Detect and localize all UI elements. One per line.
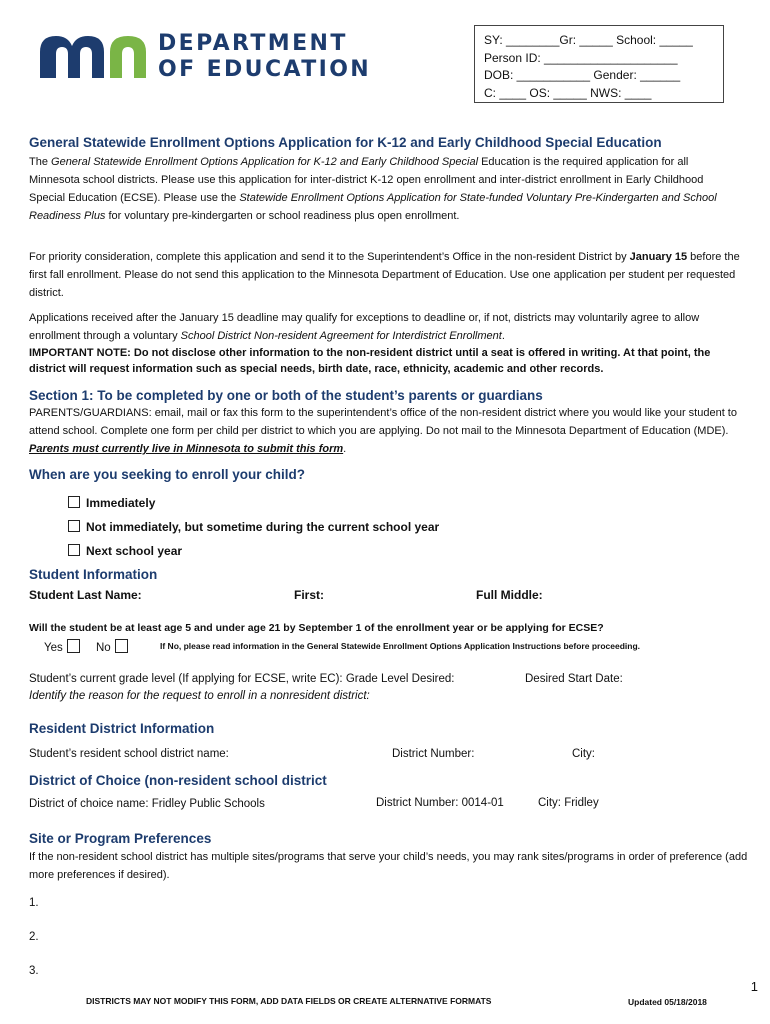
no-checkbox[interactable] — [115, 639, 128, 653]
intro-paragraph-2 — [29, 248, 741, 302]
middle-name-label: Full Middle: — [476, 588, 543, 602]
checkbox[interactable] — [68, 520, 80, 532]
office-line: SY: ________Gr: _____ School: _____ — [484, 33, 693, 47]
option-label: Immediately — [86, 496, 156, 510]
option-current-year[interactable] — [68, 520, 439, 534]
option-label: Next school year — [86, 544, 183, 558]
office-use-box — [474, 25, 724, 103]
text: The — [29, 156, 52, 168]
footer-updated: Updated 05/18/2018 — [628, 997, 707, 1007]
site-prefs-heading: Site or Program Preferences — [29, 831, 212, 846]
checkbox[interactable] — [68, 496, 80, 508]
yes-checkbox[interactable] — [67, 639, 80, 653]
no-option[interactable] — [96, 639, 128, 654]
logo-line-1: DEPARTMENT — [158, 31, 348, 56]
emphasis-text: Parents must currently live in Minnesota to submit this form — [29, 443, 344, 455]
logo-line-2: OF EDUCATION — [158, 57, 372, 82]
mn-logo — [38, 30, 158, 85]
footer-disclaimer: DISTRICTS MAY NOT MODIFY THIS FORM, ADD DATA FIELDS OR CREATE ALTERNATIVE FORMATS — [86, 996, 492, 1006]
office-line: DOB: ___________ Gender: ______ — [484, 68, 681, 82]
student-info-heading: Student Information — [29, 567, 158, 582]
preference-2: 2. — [29, 931, 39, 943]
choice-district-number: District Number: 0014-01 — [376, 797, 504, 809]
start-date-label: Desired Start Date: — [525, 673, 623, 685]
no-label: No — [96, 642, 111, 654]
if-no-note: If No, please read information in the General Statewide Enrollment Options Application Instructions before proceeding. — [160, 641, 641, 651]
section-1-text — [29, 404, 741, 458]
preference-3: 3. — [29, 965, 39, 977]
resident-district-number-label: District Number: — [392, 748, 475, 760]
option-label: Not immediately, but sometime during the current school year — [86, 520, 440, 534]
intro-paragraph-3 — [29, 309, 741, 345]
text: Applications received after the January 15 deadline may qualify for exceptions to deadline or, if not, districts may voluntarily agree to allow enrollment through a voluntary — [29, 312, 700, 342]
section-1-heading: Section 1: To be completed by one or both of the student’s parents or guardians — [29, 388, 543, 403]
logo-wordmark — [158, 31, 371, 83]
text: PARENTS/GUARDIANS: email, mail or fax this form to the superintendent’s office of the non-resident district where you would like your student to attend school. Complete one form per child per district to which you are applying. Do not mail to the Minnesota Department of Education (MDE). — [29, 407, 737, 437]
italic-text: School District Non-resident Agreement for Interdistrict Enrollment — [180, 330, 502, 342]
intro-paragraph-1 — [29, 153, 741, 225]
choice-district-name: District of choice name: Fridley Public Schools — [29, 798, 265, 810]
form-title: General Statewide Enrollment Options Application for K-12 and Early Childhood Special Education — [29, 135, 662, 150]
enroll-when-heading: When are you seeking to enroll your child? — [29, 467, 306, 482]
choice-district-heading: District of Choice (non-resident school district — [29, 773, 327, 788]
text: . — [343, 443, 347, 455]
office-line: C: ____ OS: _____ NWS: ____ — [484, 85, 652, 100]
deadline-text: January 15 — [629, 251, 688, 263]
age-question: Will the student be at least age 5 and under age 21 by September 1 of the enrollment year or be applying for ECSE? — [29, 622, 604, 634]
choice-city: City: Fridley — [538, 797, 599, 809]
italic-text: General Statewide Enrollment Options Application for K-12 and Early Childhood Special — [51, 156, 479, 168]
option-immediately[interactable] — [68, 496, 155, 510]
text: . — [501, 330, 505, 342]
italic-text: Statewide Enrollment Options Application for State-funded Voluntary Pre-Kindergarten and School Readiness Plus — [29, 192, 717, 222]
resident-city-label: City: — [572, 748, 595, 760]
first-name-label: First: — [294, 588, 324, 602]
text: for voluntary pre-kindergarten or school readiness plus open enrollment. — [105, 210, 460, 222]
reason-label: Identify the reason for the request to enroll in a nonresident district: — [29, 690, 370, 702]
yes-option[interactable] — [44, 639, 80, 654]
page-number: 1 — [750, 979, 758, 994]
logo-m-shape — [40, 36, 104, 78]
last-name-label: Student Last Name: — [29, 588, 142, 602]
checkbox[interactable] — [68, 544, 80, 556]
grade-level-label: Student’s current grade level (If applying for ECSE, write EC): Grade Level Desired: — [29, 673, 455, 685]
preference-1: 1. — [29, 897, 39, 909]
important-note: IMPORTANT NOTE: Do not disclose other information to the non-resident district until a seat is offered in writing. At that point, the district will request information such as special needs, birth date, race, ethnicity, academic and other records. — [29, 347, 711, 375]
text: For priority consideration, complete this application and send it to the Superintendent’s Office in the non-resident District by — [29, 251, 630, 263]
option-next-year[interactable] — [68, 544, 182, 558]
text: Education is the required application for all Minnesota school districts. Please use this application for inter-district K-12 open enrollment and inter-district enrollment in Early Childhood Special Education (ECSE). Please use the — [29, 156, 704, 204]
logo-n-shape — [110, 36, 146, 78]
site-prefs-text: If the non-resident school district has multiple sites/programs that serve your child’s needs, you may rank sites/programs in order of preference (add more preferences if desired). — [29, 851, 748, 881]
text: before the first fall enrollment. Please do not send this application to the Minnesota Department of Education. Use one application per student per requested district. — [29, 251, 740, 299]
yes-label: Yes — [44, 642, 63, 654]
resident-district-heading: Resident District Information — [29, 721, 215, 736]
office-line: Person ID: ____________________ — [484, 50, 678, 65]
resident-district-name-label: Student’s resident school district name: — [29, 748, 229, 760]
